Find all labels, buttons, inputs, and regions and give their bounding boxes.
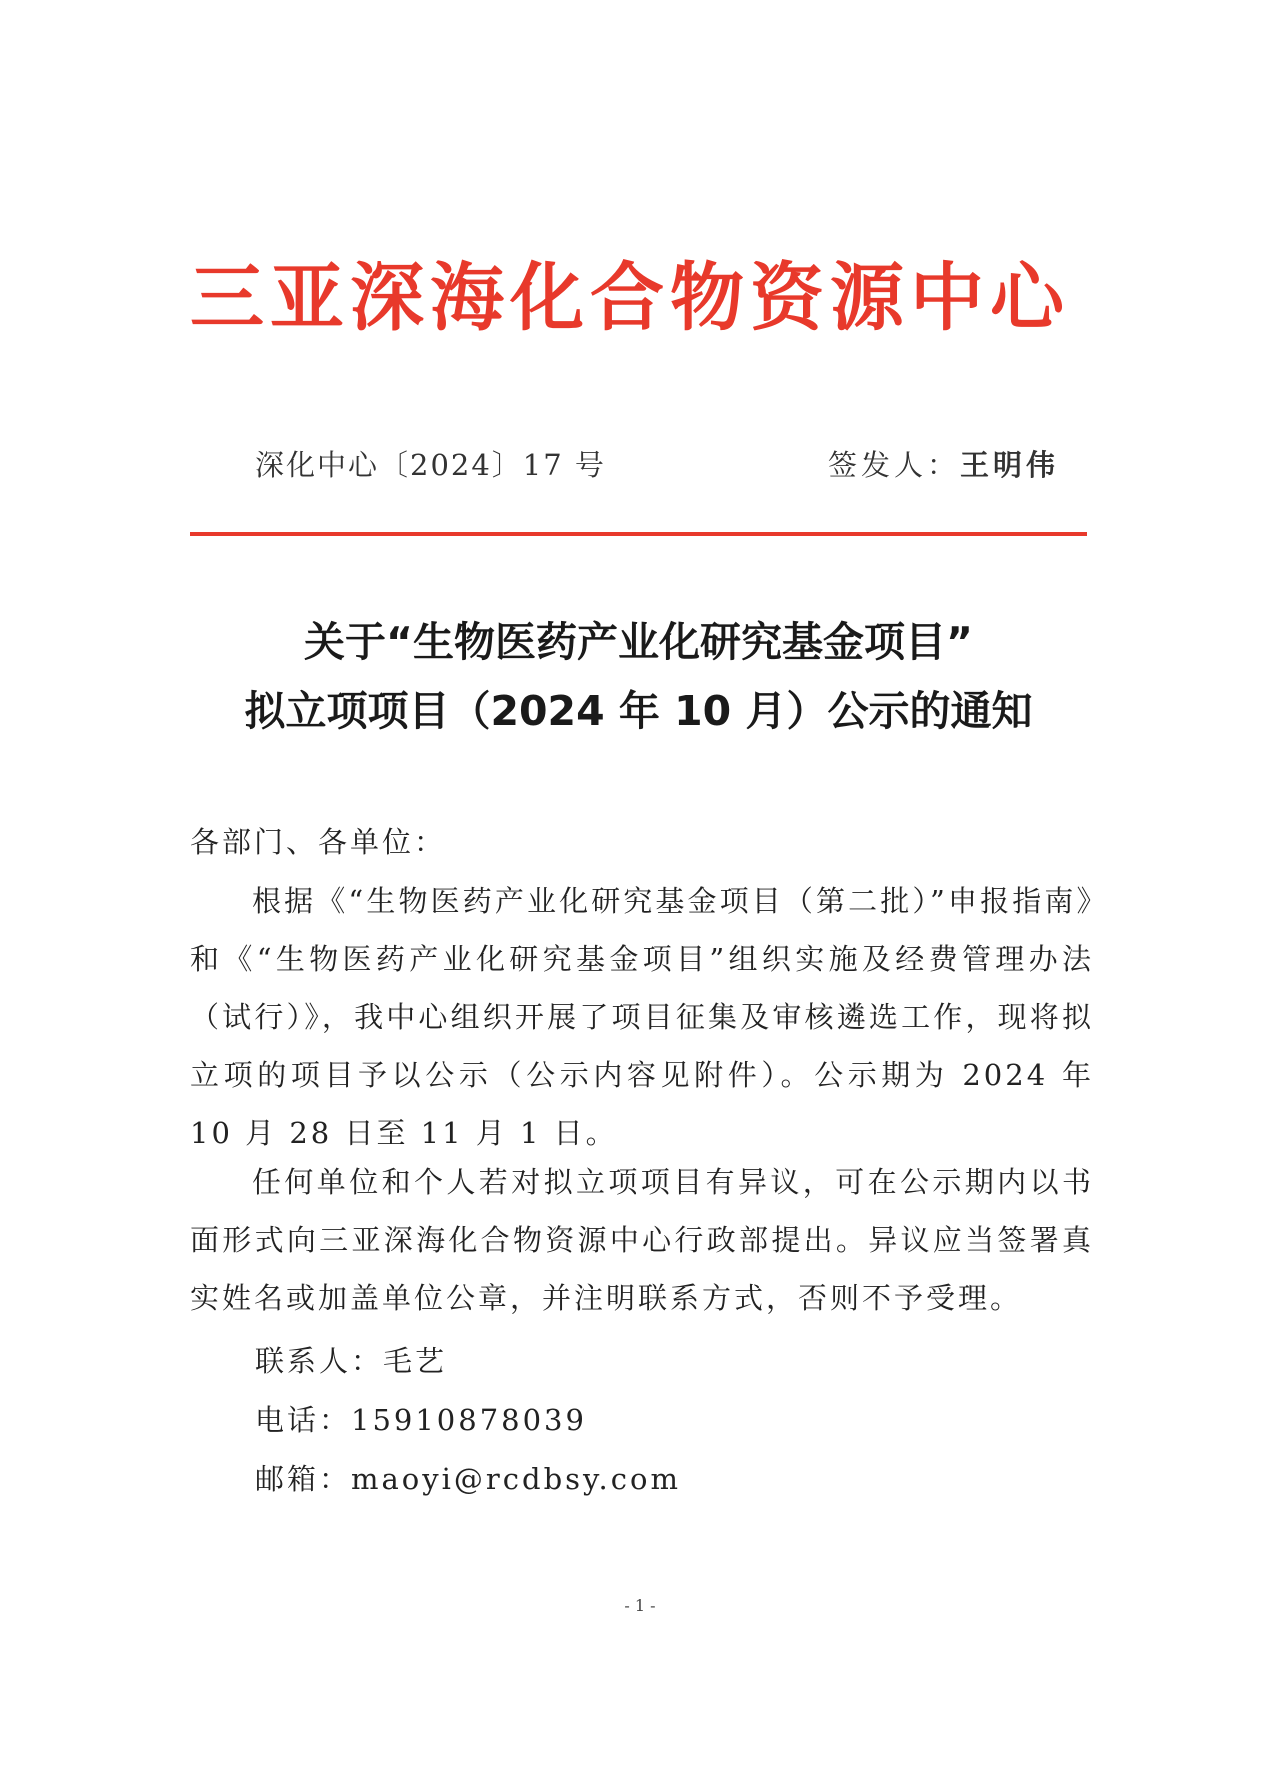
- signer-name: 王明伟: [960, 448, 1060, 482]
- red-divider-line: [190, 532, 1087, 536]
- signer-line: [828, 445, 1059, 485]
- contact-phone: 电话：15910878039: [255, 1403, 587, 1437]
- organization-letterhead: 三亚深海化合物资源中心: [190, 255, 1070, 341]
- document-number: 深化中心〔2024〕17 号: [255, 448, 606, 482]
- contact-person: 联系人：毛艺: [255, 1344, 448, 1378]
- notice-title-line-1: 关于“生物医药产业化研究基金项目”: [304, 618, 973, 666]
- salutation: 各部门、各单位：: [190, 825, 447, 859]
- page-number: - 1 -: [624, 1596, 656, 1615]
- body-paragraph-1: 根据《“生物医药产业化研究基金项目（第二批）”申报指南》和《“生物医药产业化研究基金项目”组织实施及经费管理办法（试行）》，我中心组织开展了项目征集及审核遴选工作，现将拟立项的项目予以公示（公示内容见附件）。公示期为 2024 年 10 月 28 日至 11 月 1 日。: [190, 884, 1094, 1150]
- notice-title-line-2: 拟立项项目（2024 年 10 月）公示的通知: [244, 687, 1033, 735]
- signer-label: 签发人：: [828, 448, 961, 482]
- contact-email: 邮箱：maoyi@rcdbsy.com: [255, 1462, 681, 1496]
- body-paragraph-2: 任何单位和个人若对拟立项项目有异议，可在公示期内以书面形式向三亚深海化合物资源中心行政部提出。异议应当签署真实姓名或加盖单位公章，并注明联系方式，否则不予受理。: [190, 1165, 1094, 1315]
